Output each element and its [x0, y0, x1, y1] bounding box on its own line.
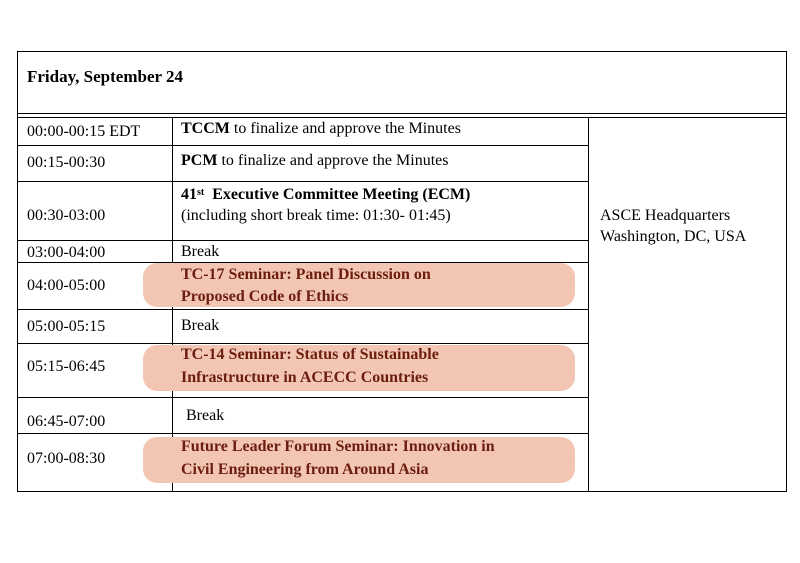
row-divider	[17, 181, 589, 182]
time-cell: 03:00-04:00	[27, 244, 106, 261]
row-divider	[17, 240, 589, 241]
activity-bold: Executive Committee Meeting (ECM)	[204, 186, 471, 203]
time-cell: 00:30-03:00	[27, 207, 106, 224]
activity-break: Break	[181, 243, 220, 260]
activity-tc14-line2: Infrastructure in ACECC Countries	[181, 369, 429, 386]
activity-text: to finalize and approve the Minutes	[217, 152, 449, 169]
table-border	[17, 491, 787, 492]
time-cell: 07:00-08:30	[27, 450, 106, 467]
table-border	[17, 51, 787, 52]
table-border	[17, 113, 787, 114]
activity-text: to finalize and approve the Minutes	[229, 120, 461, 137]
day-header: Friday, September 24	[27, 67, 183, 86]
activity-tc17-line1: TC-17 Seminar: Panel Discussion on	[181, 266, 431, 283]
time-cell: 06:45-07:00	[27, 413, 106, 430]
activity-ecm-title	[181, 184, 470, 206]
time-cell: 05:00-05:15	[27, 318, 106, 335]
row-divider	[17, 309, 589, 310]
activity-bold: TCCM	[181, 120, 230, 137]
time-cell: 04:00-05:00	[27, 277, 106, 294]
activity-tccm	[181, 118, 461, 140]
activity-bold: PCM	[181, 152, 218, 169]
ordinal-number: 41	[181, 186, 197, 203]
location-line1: ASCE Headquarters	[600, 207, 731, 224]
time-cell: 00:15-00:30	[27, 154, 106, 171]
row-divider	[17, 433, 589, 434]
activity-tc17-line2: Proposed Code of Ethics	[181, 288, 349, 305]
activity-tc14-line1: TC-14 Seminar: Status of Sustainable	[181, 346, 439, 363]
time-cell: 05:15-06:45	[27, 358, 106, 375]
activity-ecm-sub: (including short break time: 01:30- 01:45)	[181, 207, 451, 224]
activity-break: Break	[181, 317, 220, 334]
activity-pcm	[181, 150, 448, 172]
activity-future-leader-line1: Future Leader Forum Seminar: Innovation in	[181, 438, 495, 455]
activity-break: Break	[186, 407, 225, 424]
time-cell: 00:00-00:15 EDT	[27, 123, 141, 140]
row-divider	[17, 145, 589, 146]
activity-future-leader-line2: Civil Engineering from Around Asia	[181, 461, 429, 478]
location-line2: Washington, DC, USA	[600, 228, 747, 245]
column-divider	[588, 117, 589, 492]
row-divider	[17, 397, 589, 398]
ordinal-suffix: st	[197, 187, 205, 198]
